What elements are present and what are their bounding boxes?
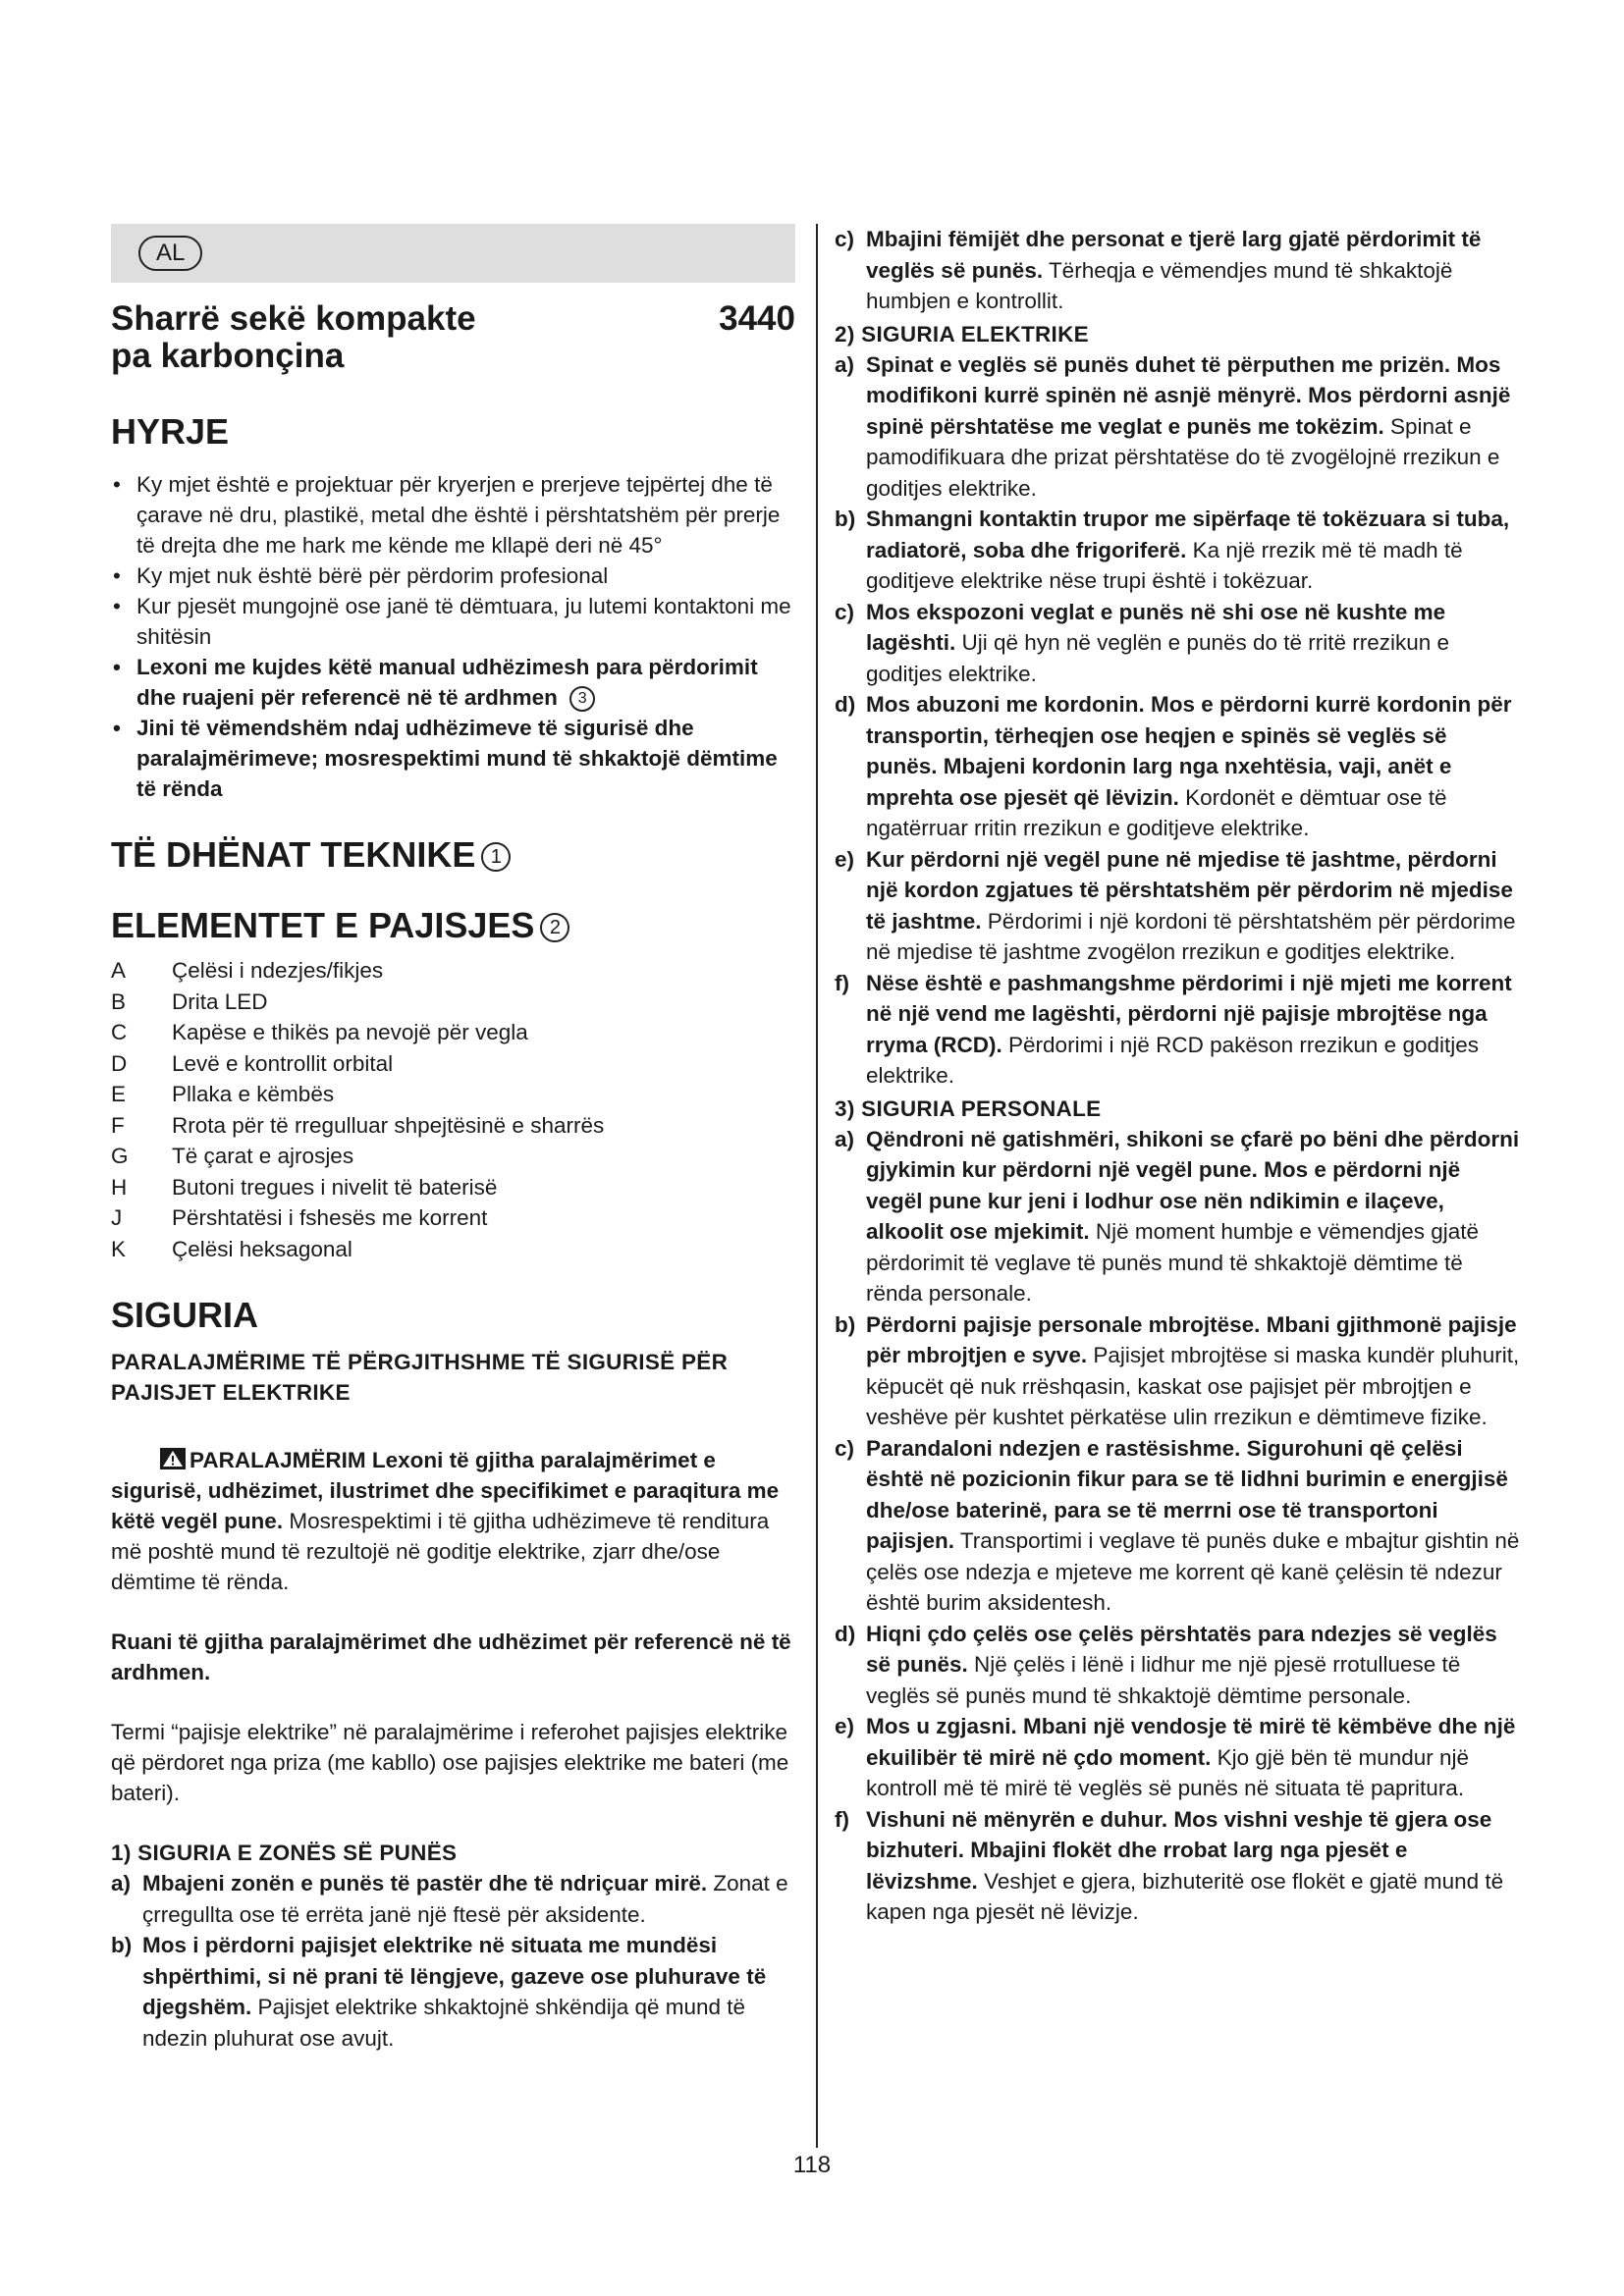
personal-heading: 3) SIGURIA PERSONALE <box>835 1095 1102 1121</box>
intro-heading: HYRJE <box>111 411 230 452</box>
intro-list <box>111 469 795 804</box>
part-text: Kapëse e thikës pa nevojë për vegla <box>172 1020 528 1044</box>
item-bold: Përdorni pajisje personale mbrojtëse. Mbani gjithmonë pajisje për mbrojtjen e syve. <box>866 1311 1517 1367</box>
figure-ref-2: 2 <box>540 913 569 942</box>
part-letter: C <box>111 1020 128 1044</box>
item-text: Përdorimi i një RCD pakëson rrezikun e goditjes elektrike. <box>866 1032 1479 1088</box>
item-letter: b) <box>111 1933 133 1957</box>
item-text: Zonat e çrregullta ose të errëta janë një ftesë për aksidente. <box>142 1871 788 1927</box>
part-item <box>111 1172 795 1203</box>
warning-icon <box>160 1448 186 1469</box>
intro-bullet-bold: • Jini të vëmendshëm ndaj udhëzimeve të sigurisë dhe paralajmërimeve; mosrespektimi mund të shkaktojë dëmtime të rënda <box>111 713 795 804</box>
part-letter: K <box>111 1236 127 1261</box>
parts-list <box>111 955 795 1264</box>
item-text: Kordonët e dëmtuar ose të ngatërruar rritin rrezikun e goditjeve elektrike. <box>866 784 1447 840</box>
part-letter: H <box>111 1174 128 1200</box>
part-item <box>111 1110 795 1142</box>
item-bold: Nëse është e pashmangshme përdorimi i një mjeti me korrent në një vend me lagështi, përdorni një pajisje mbrojtëse nga rryma (RCD). <box>866 970 1512 1057</box>
item-text: Pajisjet mbrojtëse si maska kundër pluhurit, këpucët që nuk rrëshqasin, kaskat ose pajisjet për mbrojtjen e veshëve për kushtet përkatëse ulin rrezikun e dëmtimeve fizike. <box>866 1343 1520 1429</box>
figure-ref-3: 3 <box>569 686 595 712</box>
safety-heading: SIGURIA <box>111 1295 259 1335</box>
electrical-item <box>835 597 1522 690</box>
intro-bullet: • Kur pjesët mungojnë ose janë të dëmtuara, ju lutemi kontaktoni me shitësin <box>111 591 795 652</box>
item-letter: f) <box>835 1806 849 1832</box>
part-text: Çelësi i ndezjes/fikjes <box>172 958 384 983</box>
item-bold: Kur përdorni një vegël pune në mjedise të jashtme, përdorni një kordon zgjatues të përshtatshëm për përdorim në mjedise të jashtme. <box>866 846 1513 934</box>
part-item <box>111 1079 795 1110</box>
part-item <box>111 1017 795 1048</box>
intro-bullet: • Ky mjet është e projektuar për kryerjen e prerjeve tejpërtej dhe të çarave në dru, plastikë, metal dhe është i përshtatshëm për prerje të drejta dhe me hark me kënde me kllapë deri në 45° <box>111 469 795 561</box>
item-text: Veshjet e gjera, bizhuteritë ose flokët e gjatë mund të kapen nga pjesët në lëvizje. <box>866 1868 1504 1924</box>
item-letter: d) <box>835 692 856 717</box>
personal-item <box>835 1124 1522 1309</box>
part-letter: J <box>111 1205 123 1230</box>
part-item <box>111 1234 795 1265</box>
item-letter: c) <box>835 599 855 624</box>
right-column <box>835 224 1522 1928</box>
intro-bullet: • Ky mjet nuk është bërë për përdorim profesional <box>111 561 795 591</box>
item-text: Spinat e pamodifikuara dhe prizat përshtatëse do të zvogëlojnë rrezikun e goditjes elektrike. <box>866 413 1500 501</box>
warning-bold-text: PARALAJMËRIM Lexoni të gjitha paralajmërimet e sigurisë, udhëzimet, ilustrimet dhe specifikimet e paraqitura me këtë vegël pune. <box>111 1448 780 1533</box>
part-letter: G <box>111 1144 129 1168</box>
technical-heading <box>111 835 795 875</box>
item-bold: Qëndroni në gatishmëri, shikoni se çfarë po bëni dhe përdorni gjykimin kur përdorni një vegël pune. Mos e përdorni një vegël pune kur jeni i lodhur ose nën ndikimin e ilaçeve, alkoolit ose mjekimit. <box>866 1126 1520 1244</box>
page-number: 118 <box>792 2152 832 2178</box>
part-letter: D <box>111 1050 128 1076</box>
item-letter: a) <box>111 1871 132 1896</box>
elements-heading <box>111 906 795 945</box>
item-bold: Vishuni në mënyrën e duhur. Mos vishni veshje të gjera ose bizhuteri. Mbajini flokët dhe rrobat larg nga pjesët e lëvizshme. <box>866 1806 1492 1894</box>
part-item <box>111 1202 795 1234</box>
item-text: Ka një rrezik më të madh të goditjeve elektrike nëse trupi është i tokëzuar. <box>866 537 1463 593</box>
part-letter: F <box>111 1112 125 1138</box>
item-text: Uji që hyn në veglën e punës do të rritë rrezikun e goditjes elektrike. <box>866 630 1450 686</box>
product-model: 3440 <box>719 299 795 338</box>
electrical-item <box>835 349 1522 505</box>
keep-instructions: Ruani të gjitha paralajmërimet dhe udhëzimet për referencë në të ardhmen. <box>111 1629 791 1684</box>
item-text: Një moment humbje e vëmendjes gjatë përdorimit të veglave të punës mund të shkaktojë dëmtime të rënda personale. <box>866 1219 1480 1306</box>
item-text: Pajisjet elektrike shkaktojnë shkëndija që mund të ndezin pluhurat ose avujt. <box>142 1995 746 2051</box>
item-letter: e) <box>835 1714 855 1738</box>
term-definition: Termi “pajisje elektrike” në paralajmërime i referohet pajisjes elektrike që përdoret nga priza (me kabllo) ose pajisjes elektrike me bateri (me bateri). <box>111 1720 789 1805</box>
item-letter: b) <box>835 507 856 531</box>
electrical-item <box>835 844 1522 968</box>
language-bar <box>111 224 795 283</box>
part-item <box>111 1141 795 1172</box>
item-text: Transportimi i veglave të punës duke e mbajtur gishtin në çelës ose ndezja e mjeteve me korrent që kanë çelësin të ndezur është burim aksidentesh. <box>866 1528 1520 1615</box>
part-text: Levë e kontrollit orbital <box>172 1050 394 1076</box>
work-area-item <box>111 1868 795 1930</box>
intro-bullet-bold <box>111 652 795 713</box>
item-bold: Mbajeni zonën e punës të pastër dhe të ndriçuar mirë. <box>142 1871 708 1896</box>
work-area-item <box>111 1930 795 2054</box>
part-text: Të çarat e ajrosjes <box>172 1144 354 1168</box>
item-bold: Parandaloni ndezjen e rastësishme. Sigurohuni që çelësi është në pozicionin fikur para se të lidhni burimin e energjisë dhe/ose baterinë, para se të merrni ose të transportoni pajisjen. <box>866 1435 1508 1553</box>
item-bold: Mbajini fëmijët dhe personat e tjerë larg gjatë përdorimit të veglës së punës. <box>866 227 1482 283</box>
manual-instruction: Lexoni me kujdes këtë manual udhëzimesh para përdorimit dhe ruajeni për referencë në të ardhmen <box>136 655 758 710</box>
item-letter: a) <box>835 351 855 377</box>
item-bold: Mos ekspozoni veglat e punës në shi ose në kushte me lagështi. <box>866 599 1446 655</box>
part-item <box>111 1048 795 1080</box>
item-bold: Spinat e veglës së punës duhet të përputhen me prizën. Mos modifikoni kurrë spinën në asnjë mënyrë. Mos përdorni asnjë spinë përshtatëse me veglat e punës me tokëzim. <box>866 351 1511 439</box>
part-text: Rrota për të rregulluar shpejtësinë e sharrës <box>172 1112 605 1138</box>
personal-item <box>835 1433 1522 1619</box>
item-text: Tërheqja e vëmendjes mund të shkaktojë humbjen e kontrollit. <box>866 257 1453 313</box>
product-name-line2: pa karbonçina <box>111 337 345 375</box>
elements-heading-text: ELEMENTET E PAJISJES <box>111 905 535 945</box>
electrical-item <box>835 689 1522 844</box>
general-safety-heading: PARALAJMËRIME TË PËRGJITHSHME TË SIGURISË PËR PAJISJET ELEKTRIKE <box>111 1350 729 1405</box>
part-item <box>111 955 795 987</box>
electrical-item <box>835 968 1522 1092</box>
warning-text: Mosrespektimi i të gjitha udhëzimeve të renditura më poshtë mund të rezultojë në goditje elektrike, zjarr dhe/ose dëmtime të rënda. <box>111 1509 770 1594</box>
product-title <box>111 300 795 375</box>
part-text: Përshtatësi i fshesës me korrent <box>172 1205 488 1230</box>
electrical-item <box>835 504 1522 597</box>
item-bold: Mos u zgjasni. Mbani një vendosje të mirë të këmbëve dhe një ekuilibër të mirë në çdo moment. <box>866 1714 1516 1770</box>
item-bold: Mos i përdorni pajisjet elektrike në situata me mundësi shpërthimi, si në prani të lëngjeve, gazeve ose pluhurave të djegshëm. <box>142 1933 767 2019</box>
item-letter: e) <box>835 846 855 872</box>
item-text: Kjo gjë bën të mundur një kontroll më të mirë të veglës së punës në situata të papritura. <box>866 1744 1470 1800</box>
work-area-heading: 1) SIGURIA E ZONËS SË PUNËS <box>111 1841 458 1865</box>
item-letter: d) <box>835 1621 856 1646</box>
personal-item <box>835 1309 1522 1433</box>
left-column <box>111 224 795 2054</box>
item-bold: Mos abuzoni me kordonin. Mos e përdorni kurrë kordonin për transportin, tërheqjen ose heqjen e spinës së veglës së punës. Mbajeni kordonin larg nga nxehtësia, vaji, anët e mprehta ose pjesët që lëvizin. <box>866 692 1512 810</box>
item-letter: f) <box>835 970 849 995</box>
part-letter: E <box>111 1082 127 1106</box>
personal-item <box>835 1619 1522 1712</box>
part-item <box>111 987 795 1018</box>
part-text: Butoni tregues i nivelit të baterisë <box>172 1174 498 1200</box>
item-text: Përdorimi i një kordoni të përshtatshëm për përdorime në mjedise të jashtme zvogëlon rrezikun e goditjes elektrike. <box>866 908 1516 964</box>
electrical-heading: 2) SIGURIA ELEKTRIKE <box>835 321 1089 347</box>
work-area-item <box>835 224 1522 317</box>
part-text: Pllaka e këmbës <box>172 1082 335 1106</box>
part-text: Drita LED <box>172 988 268 1014</box>
item-bold: Shmangni kontaktin trupor me sipërfaqe të tokëzuara si tuba, radiatorë, soba dhe frigoriferë. <box>866 507 1510 562</box>
item-bold: Hiqni çdo çelës ose çelës përshtatës para ndezjes së veglës së punës. <box>866 1621 1497 1677</box>
item-text: Një çelës i lënë i lidhur me një pjesë rrotulluese të veglës së punës mund të shkaktojë dëmtime personale. <box>866 1652 1461 1708</box>
personal-item <box>835 1711 1522 1804</box>
part-text: Çelësi heksagonal <box>172 1236 352 1261</box>
item-letter: a) <box>835 1126 855 1151</box>
part-letter: A <box>111 958 127 983</box>
item-letter: b) <box>835 1311 856 1337</box>
item-letter: c) <box>835 227 855 251</box>
language-badge: AL <box>138 236 202 271</box>
technical-heading-text: TË DHËNAT TEKNIKE <box>111 834 476 875</box>
figure-ref-1: 1 <box>481 842 511 872</box>
item-letter: c) <box>835 1435 855 1461</box>
warning-paragraph <box>111 1445 795 1597</box>
product-name-line1: Sharrë sekë kompakte <box>111 299 476 338</box>
column-divider <box>816 224 818 2148</box>
personal-item <box>835 1804 1522 1928</box>
part-letter: B <box>111 988 127 1014</box>
